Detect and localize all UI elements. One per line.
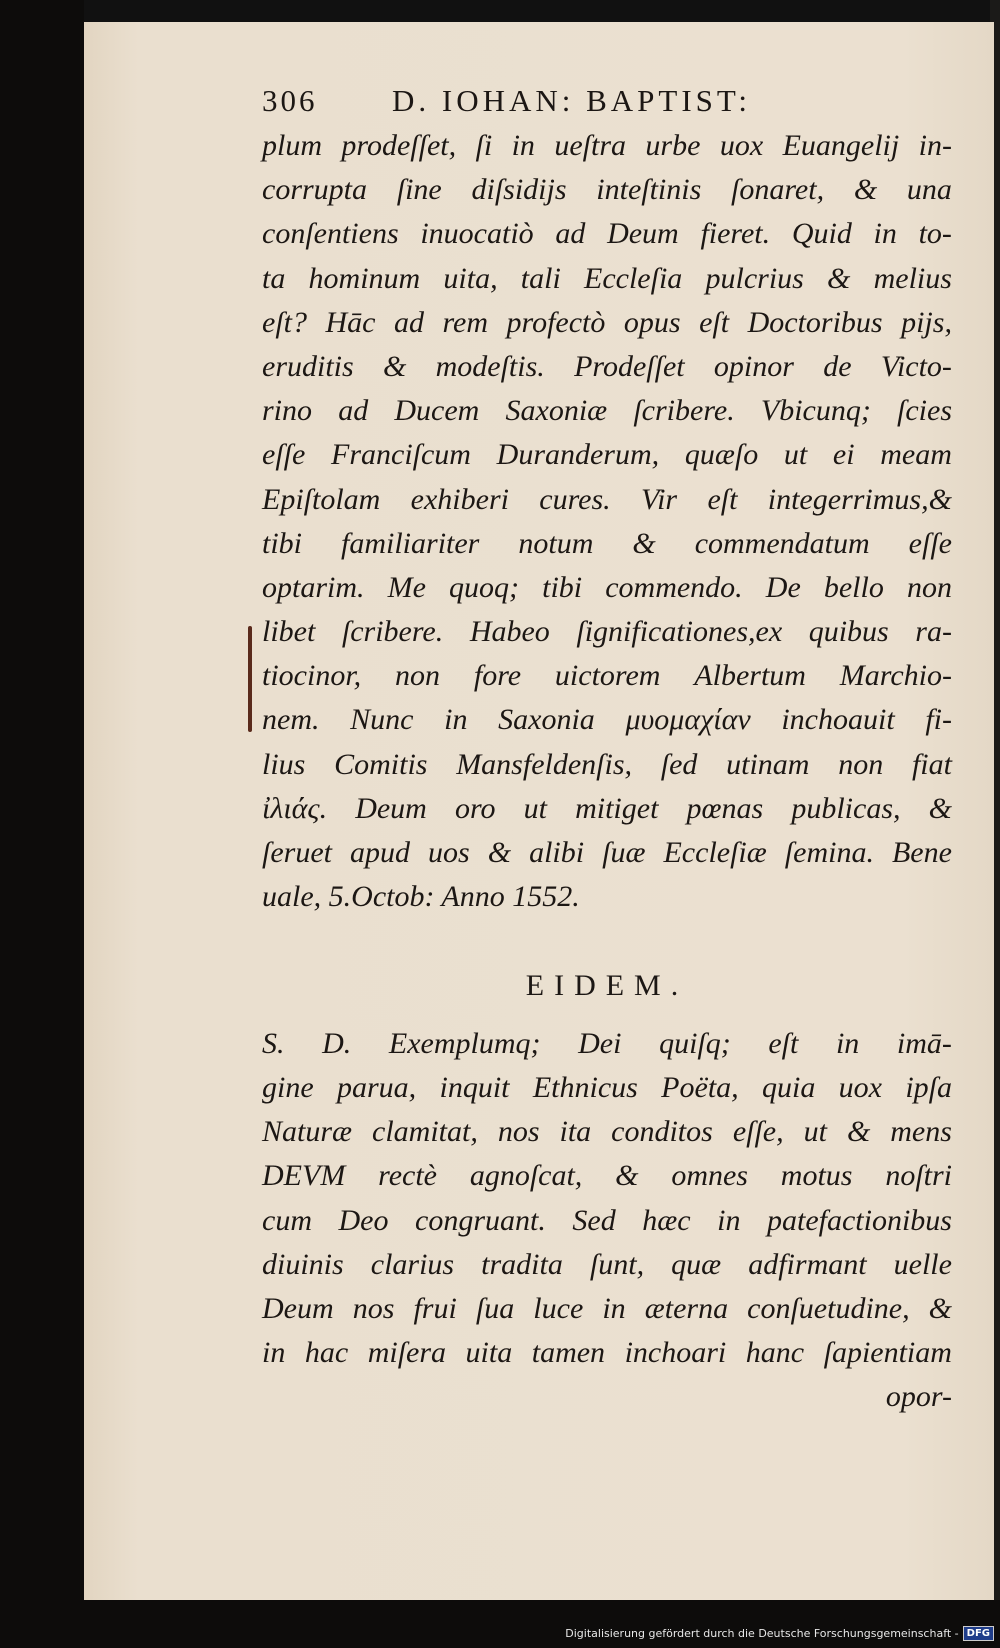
text-line: eruditis & modeſtis. Prodeſſet opinor de Victo- bbox=[262, 349, 952, 383]
second-letter-body bbox=[262, 1022, 952, 1376]
text-line: eſſe Franciſcum Duranderum, quæſo ut ei meam bbox=[262, 438, 952, 472]
text-line: S. D. Exemplumq; Dei quiſq; eſt in imā- bbox=[262, 1026, 952, 1060]
text-line: nem. Nunc in Saxonia μυομαχίαν inchoauit fi- bbox=[262, 703, 952, 737]
text-line: Epiſtolam exhiberi cures. Vir eſt integerrimus,& bbox=[262, 482, 952, 516]
page-header bbox=[262, 78, 952, 124]
dfg-logo: DFG bbox=[963, 1626, 994, 1641]
spacer bbox=[262, 919, 952, 963]
text-line: plum prodeſſet, ſi in ueſtra urbe uox Euangelij in- bbox=[262, 129, 952, 162]
page-number: 306 bbox=[262, 83, 318, 118]
text-line: tiocinor, non fore uictorem Albertum Marchio- bbox=[262, 659, 952, 693]
text-line: ſeruet apud uos & alibi ſuæ Eccleſiæ ſemina. Bene bbox=[262, 836, 952, 869]
text-line: rino ad Ducem Saxoniæ ſcribere. Vbicunq; ſcies bbox=[262, 394, 952, 428]
scan-background-left bbox=[0, 0, 84, 1648]
scan-background-bottom bbox=[0, 1600, 1000, 1648]
spacer bbox=[262, 1008, 952, 1022]
text-line: DEVM rectè agnoſcat, & omnes motus noſtri bbox=[262, 1159, 952, 1193]
text-line: libet ſcribere. Habeo ſignificationes,ex quibus ra- bbox=[262, 615, 952, 649]
text-line: diuinis clarius tradita ſunt, quæ adfirmant uelle bbox=[262, 1247, 952, 1281]
section-heading: EIDEM. bbox=[525, 968, 689, 1002]
text-line: tibi familiariter notum & commendatum eſſe bbox=[262, 526, 952, 560]
text-line: conſentiens inuocatiò ad Deum fieret. Quid in to- bbox=[262, 217, 952, 251]
letter-body bbox=[262, 124, 952, 919]
text-line: Deum nos frui ſua luce in æterna conſuetudine, & bbox=[262, 1291, 952, 1325]
text-line: corrupta ſine diſsidijs inteſtinis ſonaret, & una bbox=[262, 173, 952, 207]
text-line: ἰλιάς. Deum oro ut mitiget pœnas publicas, & bbox=[262, 791, 952, 825]
page-text-block bbox=[262, 78, 952, 1419]
text-line: cum Deo congruant. Sed hæc in patefactionibus bbox=[262, 1203, 952, 1237]
text-line: optarim. Me quoq; tibi commendo. De bello non bbox=[262, 570, 952, 604]
text-line: ta hominum uita, tali Eccleſia pulcrius & melius bbox=[262, 261, 952, 295]
catchword: opor- bbox=[885, 1380, 952, 1414]
margin-marking bbox=[248, 626, 252, 732]
digitization-credit bbox=[565, 1622, 994, 1644]
running-head: D. IOHAN: BAPTIST: bbox=[392, 83, 751, 118]
text-line: lius Comitis Mansfeldenſis, ſed utinam non fiat bbox=[262, 747, 952, 781]
credit-text: Digitalisierung gefördert durch die Deutsche Forschungsgemeinschaft - bbox=[565, 1626, 959, 1640]
text-line: Naturæ clamitat, nos ita conditos eſſe, ut & mens bbox=[262, 1115, 952, 1149]
text-line: in hac miſera uita tamen inchoari hanc ſapientiam bbox=[262, 1336, 952, 1370]
text-line: eſt? Hāc ad rem profectò opus eſt Doctoribus pijs, bbox=[262, 305, 952, 339]
text-line: uale, 5.Octob: Anno 1552. bbox=[262, 880, 580, 914]
text-line: gine parua, inquit Ethnicus Poëta, quia uox ipſa bbox=[262, 1070, 952, 1104]
